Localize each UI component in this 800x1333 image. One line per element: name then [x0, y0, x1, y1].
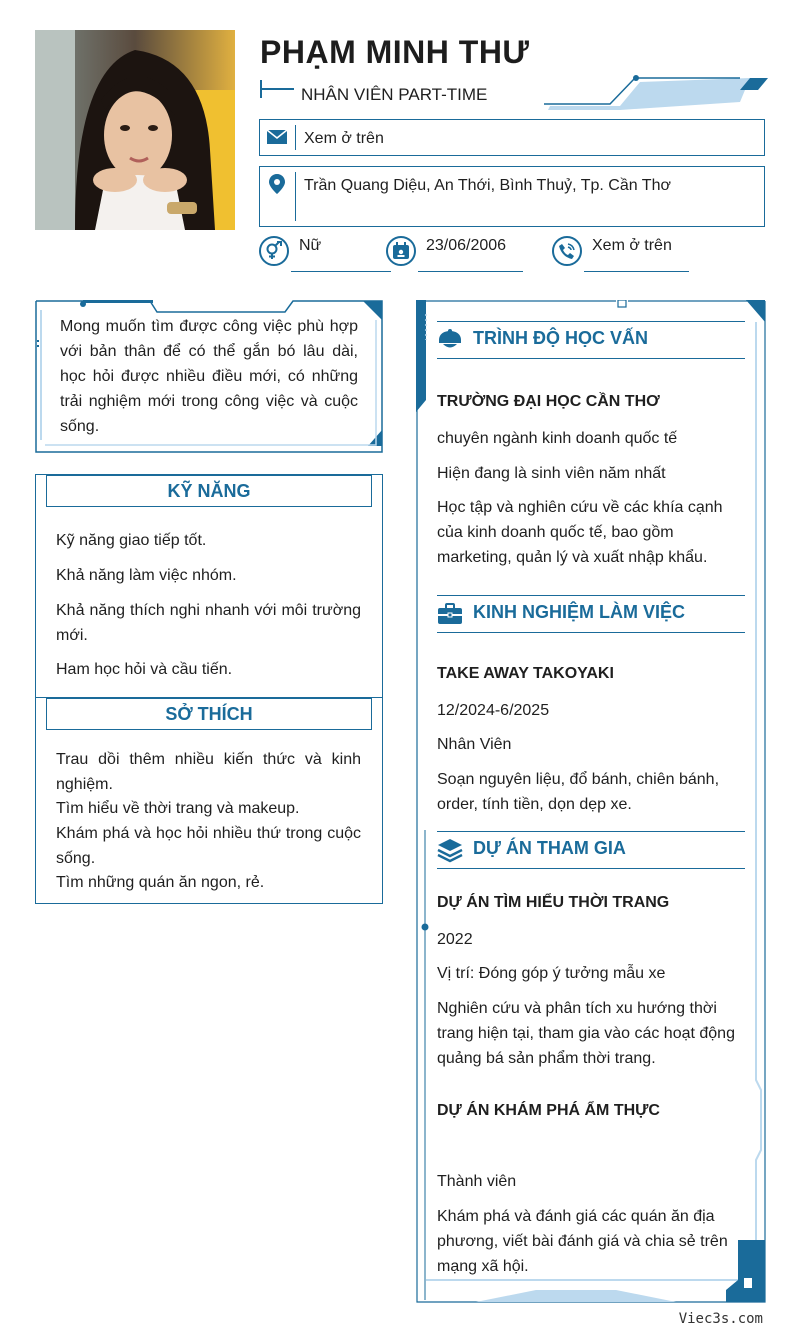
- education-major: chuyên ngành kinh doanh quốc tế: [437, 430, 678, 447]
- hobby-item: Khám phá và học hỏi nhiều thứ trong cuộc sống.: [56, 825, 361, 867]
- experience-period: 12/2024-6/2025: [437, 702, 550, 719]
- projects-heading-bar: [437, 831, 745, 869]
- project-role: Thành viên: [437, 1173, 517, 1190]
- calendar-icon: [392, 242, 410, 260]
- experience-position: Nhân Viên: [437, 736, 512, 753]
- project-time: 2022: [437, 931, 473, 948]
- birthday-underline: [418, 271, 523, 272]
- briefcase-icon: [437, 601, 463, 627]
- hobby-item: Tìm hiểu về thời trang và makeup.: [56, 800, 300, 817]
- watermark: Viec3s.com: [678, 1311, 763, 1327]
- skill-item: Khả năng làm việc nhóm.: [56, 567, 237, 584]
- project-description: Khám phá và đánh giá các quán ăn địa phương, viết bài đánh giá và chia sẻ trên mạng xã hội.: [437, 1208, 728, 1275]
- education-heading-bar: [437, 321, 745, 359]
- skills-heading: KỸ NĂNG: [46, 475, 372, 507]
- experience-company: TAKE AWAY TAKOYAKI: [437, 665, 614, 682]
- project-name: DỰ ÁN KHÁM PHÁ ẨM THỰC: [437, 1102, 660, 1119]
- hobby-item: Tìm những quán ăn ngon, rẻ.: [56, 874, 265, 891]
- calendar-icon-circle: [386, 236, 416, 266]
- project-name: DỰ ÁN TÌM HIỂU THỜI TRANG: [437, 894, 670, 911]
- layers-icon: [437, 837, 463, 863]
- gender-underline: [291, 271, 391, 272]
- experience-heading-bar: [437, 595, 745, 633]
- email-box: [259, 119, 765, 156]
- skill-item: Ham học hỏi và cầu tiến.: [56, 661, 233, 678]
- skill-item: Khả năng thích nghi nhanh với môi trường mới.: [56, 602, 361, 644]
- profile-photo: [35, 30, 235, 230]
- email-value: Xem ở trên: [304, 130, 384, 147]
- phone-value: Xem ở trên: [592, 237, 672, 254]
- education-heading: TRÌNH ĐỘ HỌC VẤN: [473, 328, 648, 348]
- birthday-value: 23/06/2006: [426, 237, 507, 254]
- hobbies-heading: SỞ THÍCH: [46, 698, 372, 730]
- candidate-name: PHẠM MINH THƯ: [260, 34, 530, 70]
- skill-item: Kỹ năng giao tiếp tốt.: [56, 532, 207, 549]
- graduation-cap-icon: [437, 327, 463, 353]
- address-separator: [295, 172, 296, 221]
- hobby-item: Trau dồi thêm nhiều kiến thức và kinh nghiệm.: [56, 751, 361, 793]
- phone-icon: [558, 242, 576, 260]
- job-title: NHÂN VIÊN PART-TIME: [301, 85, 488, 104]
- project-description: Nghiên cứu và phân tích xu hướng thời trang hiện tại, tham gia vào các hoạt động quảng bá sản phẩm thời trang.: [437, 1000, 735, 1067]
- email-separator: [295, 125, 296, 150]
- objective-text: Mong muốn tìm được công việc phù hợp với bản thân để có thể gắn bó lâu dài, học hỏi được nhiều điều mới, có những trải nghiệm mới trong công việc và cuộc sống.: [60, 318, 358, 435]
- gender-icon-circle: [259, 236, 289, 266]
- location-pin-icon: [266, 173, 288, 195]
- address-value: Trần Quang Diệu, An Thới, Bình Thuỷ, Tp. Cần Thơ: [304, 177, 671, 194]
- avatar: [35, 30, 235, 230]
- experience-description: Soạn nguyên liệu, đổ bánh, chiên bánh, order, tính tiền, dọn dẹp xe.: [437, 771, 720, 813]
- education-school: TRƯỜNG ĐẠI HỌC CẦN THƠ: [437, 393, 660, 410]
- gender-value: Nữ: [299, 237, 322, 254]
- education-description: Học tập và nghiên cứu về các khía cạnh của kinh doanh quốc tế, bao gồm marketing, quản lý và xuất nhập khẩu.: [437, 499, 723, 566]
- experience-heading: KINH NGHIỆM LÀM VIỆC: [473, 602, 686, 622]
- gender-icon: [264, 241, 284, 261]
- address-box: [259, 166, 765, 227]
- header-decoration: [540, 74, 770, 114]
- title-decor-line: [260, 88, 294, 90]
- envelope-icon: [266, 126, 288, 148]
- education-status: Hiện đang là sinh viên năm nhất: [437, 465, 666, 482]
- project-role: Vị trí: Đóng góp ý tưởng mẫu xe: [437, 965, 666, 982]
- phone-icon-circle: [552, 236, 582, 266]
- phone-underline: [584, 271, 689, 272]
- projects-heading: DỰ ÁN THAM GIA: [473, 838, 626, 858]
